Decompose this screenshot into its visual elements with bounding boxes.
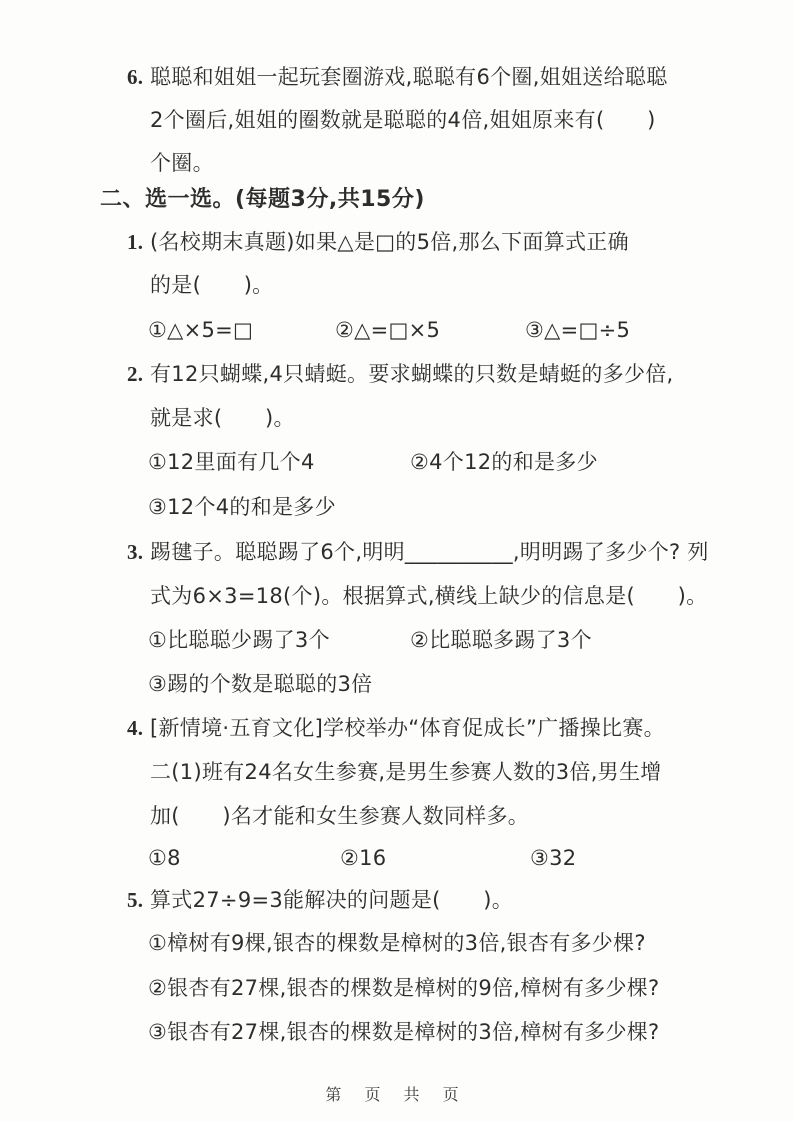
question-6-line-3: 个圈。 — [150, 151, 214, 175]
question-3-option-2: ②比聪聪多踢了3个 — [410, 628, 592, 652]
question-3-number: 3. — [127, 540, 144, 564]
question-1-option-2: ②△=□×5 — [335, 318, 441, 342]
question-2-line-1 — [127, 361, 674, 387]
question-2-option-3: ③12个4的和是多少 — [148, 495, 336, 519]
question-1-option-1: ①△×5=□ — [148, 318, 254, 342]
question-1-text: (名校期末真题)如果△是□的5倍,那么下面算式正确 — [150, 230, 629, 254]
question-4-text: [新情境·五育文化]学校举办“体育促成长”广播操比赛。 — [150, 716, 665, 740]
question-4-option-2: ②16 — [340, 846, 387, 870]
question-4-options — [148, 845, 748, 871]
question-2-options-row-1 — [148, 449, 748, 475]
question-4-line-1 — [127, 715, 665, 741]
question-3-option-3: ③踢的个数是聪聪的3倍 — [148, 672, 373, 696]
question-5-number: 5. — [127, 888, 144, 912]
question-4-line-2: 二(1)班有24名女生参赛,是男生参赛人数的3倍,男生增 — [150, 760, 662, 784]
question-6-text: 聪聪和姐姐一起玩套圈游戏,聪聪有6个圈,姐姐送给聪聪 — [150, 65, 668, 89]
question-1-option-3: ③△=□÷5 — [525, 318, 631, 342]
question-4-option-1: ①8 — [148, 846, 181, 870]
question-2-line-2: 就是求( )。 — [150, 406, 295, 430]
question-1-number: 1. — [127, 230, 144, 254]
question-2-option-1: ①12里面有几个4 — [148, 450, 315, 474]
question-5-option-1: ①樟树有9棵,银杏的棵数是樟树的3倍,银杏有多少棵? — [148, 931, 646, 955]
question-1-options — [148, 317, 748, 343]
question-5-text: 算式27÷9=3能解决的问题是( )。 — [150, 888, 514, 912]
question-1-line-1 — [127, 229, 629, 255]
question-3-line-2: 式为6×3=18(个)。根据算式,横线上缺少的信息是( )。 — [150, 584, 708, 608]
question-1-line-2: 的是( )。 — [150, 273, 274, 297]
question-4-line-3: 加( )名才能和女生参赛人数同样多。 — [150, 804, 530, 828]
question-6-line-1 — [127, 64, 668, 90]
question-5-line-1 — [127, 887, 513, 913]
question-4-option-3: ③32 — [530, 846, 577, 870]
question-2-text: 有12只蝴蝶,4只蜻蜓。要求蝴蝶的只数是蜻蜓的多少倍, — [150, 362, 674, 386]
question-2-number: 2. — [127, 362, 144, 386]
question-3-line-1 — [127, 539, 709, 565]
question-3-option-1: ①比聪聪少踢了3个 — [148, 628, 330, 652]
question-3-options-row-1 — [148, 627, 748, 653]
question-3-text: 踢毽子。聪聪踢了6个,明明__________,明明踢了多少个? 列 — [150, 540, 709, 564]
question-6-number: 6. — [127, 65, 144, 89]
question-4-number: 4. — [127, 716, 144, 740]
section-2-header: 二、选一选。(每题3分,共15分) — [100, 187, 425, 212]
question-6-line-2: 2个圈后,姐姐的圈数就是聪聪的4倍,姐姐原来有( ) — [150, 108, 656, 132]
question-5-option-2: ②银杏有27棵,银杏的棵数是樟树的9倍,樟树有多少棵? — [148, 976, 660, 1000]
page-footer: 第 页 共 页 — [325, 1085, 468, 1104]
question-2-option-2: ②4个12的和是多少 — [410, 450, 598, 474]
question-5-option-3: ③银杏有27棵,银杏的棵数是樟树的3倍,樟树有多少棵? — [148, 1020, 660, 1044]
